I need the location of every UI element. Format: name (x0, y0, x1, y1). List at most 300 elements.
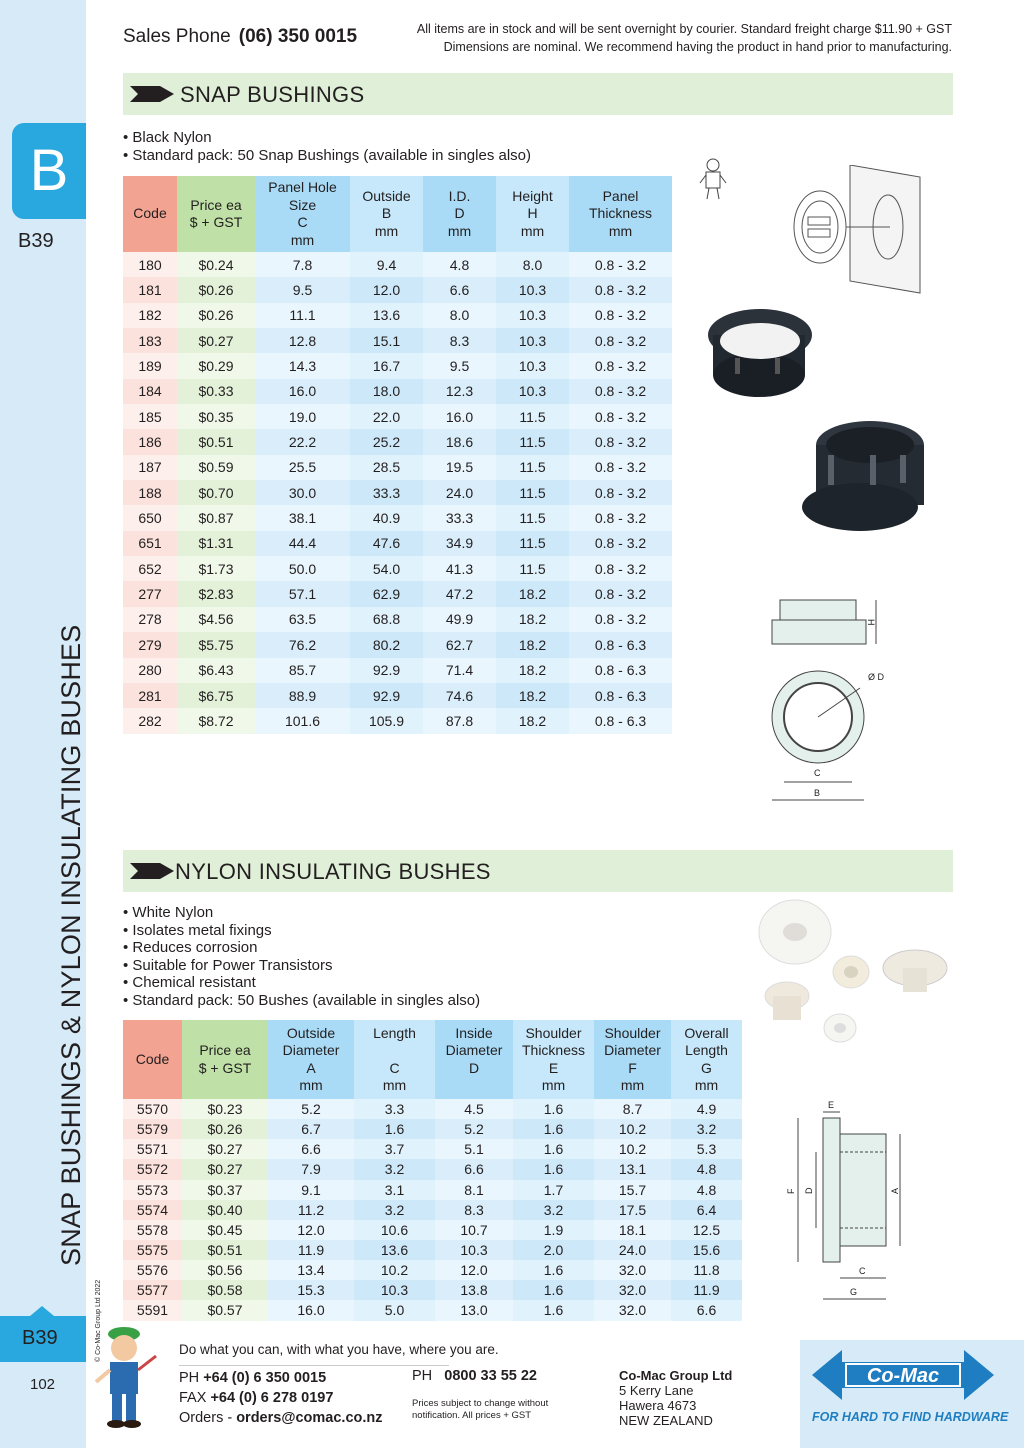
snap-bullets (123, 129, 531, 164)
column-header (569, 176, 672, 252)
value-cell: 54.0 (350, 556, 423, 581)
value-cell: 14.3 (255, 353, 350, 378)
price-cell: $0.37 (182, 1180, 268, 1200)
value-cell: 7.8 (255, 252, 350, 277)
header-line: Panel (602, 187, 639, 204)
snap-bushing-photo-1 (705, 303, 815, 403)
value-cell: 80.2 (350, 632, 423, 657)
label-g: G (850, 1287, 858, 1297)
price-cell: $1.73 (177, 556, 255, 581)
code-cell: 5577 (123, 1280, 182, 1300)
code-cell: 651 (123, 531, 177, 556)
value-cell: 68.8 (350, 607, 423, 632)
table-row (123, 531, 672, 556)
header-line: Code (135, 1050, 170, 1067)
section-tab: B (12, 123, 86, 219)
code-cell: 5572 (123, 1159, 182, 1179)
value-cell: 15.1 (350, 328, 423, 353)
table-row (123, 581, 672, 606)
value-cell: 7.9 (268, 1159, 354, 1179)
header-line: Outside (362, 187, 411, 204)
value-cell: 16.7 (350, 353, 423, 378)
value-cell: 11.1 (255, 303, 350, 328)
value-cell: 10.3 (496, 379, 569, 404)
price-cell: $0.26 (177, 303, 255, 328)
value-cell: 12.0 (268, 1220, 354, 1240)
value-cell: 8.7 (594, 1099, 671, 1119)
table-row (123, 658, 672, 683)
column-header (350, 176, 423, 252)
header-line: Price ea (199, 1042, 251, 1058)
table-row (123, 379, 672, 404)
value-cell: 3.1 (354, 1180, 435, 1200)
value-cell: 16.0 (268, 1300, 354, 1320)
code-cell: 280 (123, 658, 177, 683)
value-cell: 11.5 (496, 404, 569, 429)
value-cell: 13.4 (268, 1260, 354, 1280)
header-line: G (701, 1059, 712, 1076)
header-line: Thickness (521, 1042, 586, 1058)
label-c: C (859, 1266, 866, 1276)
value-cell: 0.8 - 3.2 (569, 480, 672, 505)
value-cell: 15.7 (594, 1180, 671, 1200)
company-name: Co-Mac Group Ltd (619, 1368, 733, 1383)
bullet: • Standard pack: 50 Bushes (available in singles also) (123, 991, 481, 1009)
sales-label: Sales Phone (123, 26, 231, 47)
price-cell: $0.27 (182, 1139, 268, 1159)
value-cell: 24.0 (423, 480, 496, 505)
orders-label: Orders - (179, 1410, 233, 1426)
value-cell: 32.0 (594, 1280, 671, 1300)
label-d: Ø D (868, 672, 885, 682)
snap-bushing-photo-2 (800, 415, 930, 535)
column-header (594, 1020, 671, 1099)
code-cell: 5591 (123, 1300, 182, 1320)
header-line: Panel Hole (268, 179, 337, 195)
value-cell: 10.3 (496, 328, 569, 353)
value-cell: 3.2 (671, 1119, 742, 1139)
header-line: Diameter (604, 1042, 661, 1058)
value-cell: 11.8 (671, 1260, 742, 1280)
value-cell: 1.6 (513, 1099, 594, 1119)
page-code-top: B39 (18, 230, 54, 252)
table-row (123, 1260, 742, 1280)
bullet: • Standard pack: 50 Snap Bushings (available in singles also) (123, 146, 531, 164)
value-cell: 1.6 (513, 1159, 594, 1179)
header-line: E (548, 1059, 559, 1076)
value-cell: 0.8 - 3.2 (569, 429, 672, 454)
header-line: Outside (286, 1024, 336, 1041)
value-cell: 0.8 - 6.3 (569, 632, 672, 657)
header-line: Diameter (282, 1042, 340, 1058)
header-line: mm (382, 1077, 407, 1093)
value-cell: 32.0 (594, 1300, 671, 1320)
value-cell: 57.1 (255, 581, 350, 606)
footer-divider (179, 1365, 449, 1366)
value-cell: 13.6 (354, 1240, 435, 1260)
column-header (182, 1020, 268, 1099)
value-cell: 18.2 (496, 581, 569, 606)
value-cell: 3.2 (354, 1200, 435, 1220)
price-notice-line: notification. All prices + GST (412, 1410, 532, 1421)
value-cell: 15.3 (268, 1280, 354, 1300)
table-row (123, 683, 672, 708)
value-cell: 0.8 - 6.3 (569, 658, 672, 683)
code-cell: 281 (123, 683, 177, 708)
header-line: mm (447, 222, 472, 239)
column-header (123, 1020, 182, 1099)
table-row (123, 328, 672, 353)
code-cell: 650 (123, 505, 177, 530)
price-cell: $0.56 (182, 1260, 268, 1280)
value-cell: 0.8 - 3.2 (569, 252, 672, 277)
value-cell: 13.8 (435, 1280, 513, 1300)
price-cell: $5.75 (177, 632, 255, 657)
column-header (435, 1020, 513, 1099)
value-cell: 1.6 (354, 1119, 435, 1139)
value-cell: 11.5 (496, 505, 569, 530)
header-line: Inside (455, 1024, 493, 1041)
value-cell: 28.5 (350, 455, 423, 480)
snap-dimension-diagram (768, 592, 890, 812)
value-cell: 6.6 (435, 1159, 513, 1179)
table-row (123, 505, 672, 530)
code-cell: 186 (123, 429, 177, 454)
table-row (123, 455, 672, 480)
value-cell: 33.3 (423, 505, 496, 530)
value-cell: 15.6 (671, 1240, 742, 1260)
header-line: mm (694, 1077, 719, 1093)
value-cell: 10.2 (594, 1119, 671, 1139)
table-row (123, 1099, 742, 1119)
price-cell: $0.87 (177, 505, 255, 530)
header-line: C (297, 214, 308, 230)
price-cell: $0.59 (177, 455, 255, 480)
value-cell: 33.3 (350, 480, 423, 505)
bullet: • Isolates metal fixings (123, 921, 272, 939)
nylon-bullets (123, 904, 480, 1009)
value-cell: 18.2 (496, 708, 569, 733)
value-cell: 92.9 (350, 658, 423, 683)
table-row (123, 556, 672, 581)
value-cell: 25.2 (350, 429, 423, 454)
value-cell: 1.6 (513, 1260, 594, 1280)
value-cell: 13.6 (350, 303, 423, 328)
table-row (123, 708, 672, 733)
header-line: H (527, 205, 538, 222)
value-cell: 0.8 - 6.3 (569, 683, 672, 708)
snap-title: SNAP BUSHINGS (180, 82, 365, 107)
value-cell: 6.6 (671, 1300, 742, 1320)
column-header (123, 176, 177, 252)
column-header (513, 1020, 594, 1099)
table-row (123, 277, 672, 302)
arrow-icon (130, 86, 174, 102)
nylon-bushes-photo (755, 898, 955, 1048)
nylon-title: NYLON INSULATING BUSHES (175, 859, 491, 884)
value-cell: 16.0 (423, 404, 496, 429)
price-cell: $0.70 (177, 480, 255, 505)
value-cell: 11.5 (496, 556, 569, 581)
value-cell: 101.6 (255, 708, 350, 733)
value-cell: 8.1 (435, 1180, 513, 1200)
table-row (123, 429, 672, 454)
header-line: Code (133, 205, 167, 222)
value-cell: 19.5 (423, 455, 496, 480)
table-row (123, 607, 672, 632)
value-cell: 47.6 (350, 531, 423, 556)
value-cell: 74.6 (423, 683, 496, 708)
value-cell: 32.0 (594, 1260, 671, 1280)
value-cell: 47.2 (423, 581, 496, 606)
table-row (123, 1280, 742, 1300)
code-cell: 188 (123, 480, 177, 505)
header-line: A (306, 1059, 316, 1076)
value-cell: 1.7 (513, 1180, 594, 1200)
value-cell: 6.6 (268, 1139, 354, 1159)
table-row (123, 1220, 742, 1240)
value-cell: 1.6 (513, 1119, 594, 1139)
header-line: I.D. (448, 187, 471, 204)
value-cell: 12.5 (671, 1220, 742, 1240)
value-cell: 10.3 (435, 1240, 513, 1260)
value-cell: 5.0 (354, 1300, 435, 1320)
price-cell: $0.57 (182, 1300, 268, 1320)
code-cell: 5575 (123, 1240, 182, 1260)
value-cell: 4.8 (671, 1180, 742, 1200)
value-cell: 18.2 (496, 683, 569, 708)
bullet: • Reduces corrosion (123, 939, 258, 956)
snap-section-header (123, 73, 953, 115)
value-cell: 5.2 (268, 1099, 354, 1119)
ph-label: PH (179, 1370, 200, 1386)
value-cell: 16.0 (255, 379, 350, 404)
mascot-icon (92, 1326, 160, 1430)
price-cell: $1.31 (177, 531, 255, 556)
header-line: mm (608, 222, 633, 239)
value-cell: 0.8 - 3.2 (569, 328, 672, 353)
value-cell: 8.3 (423, 328, 496, 353)
price-cell: $0.51 (177, 429, 255, 454)
value-cell: 11.5 (496, 429, 569, 454)
code-cell: 5570 (123, 1099, 182, 1119)
page-code-tab (0, 1316, 86, 1362)
price-cell: $6.75 (177, 683, 255, 708)
value-cell: 3.7 (354, 1139, 435, 1159)
stock-line-1: All items are in stock and will be sent overnight by courier. Standard freight charge $11.90 + GST (416, 22, 952, 36)
value-cell: 1.9 (513, 1220, 594, 1240)
label-d: D (804, 1187, 814, 1194)
header-line: D (468, 1059, 480, 1076)
table-row (123, 1300, 742, 1320)
snap-table (123, 176, 672, 734)
value-cell: 1.6 (513, 1139, 594, 1159)
value-cell: 4.9 (671, 1099, 742, 1119)
value-cell: 40.9 (350, 505, 423, 530)
value-cell: 12.8 (255, 328, 350, 353)
value-cell: 10.3 (496, 353, 569, 378)
header-line: C (389, 1059, 400, 1076)
header-line: Length (373, 1024, 416, 1041)
label-f: F (786, 1188, 796, 1194)
header-line: Diameter (445, 1042, 503, 1058)
ph-number[interactable]: +64 (0) 6 350 0015 (203, 1370, 327, 1386)
stock-line-2: Dimensions are nominal. We recommend having the product in hand prior to manufacturing. (443, 40, 952, 54)
table-row (123, 1159, 742, 1179)
value-cell: 12.0 (350, 277, 423, 302)
value-cell: 18.1 (594, 1220, 671, 1240)
footer-contacts (179, 1368, 383, 1428)
value-cell: 92.9 (350, 683, 423, 708)
value-cell: 22.0 (350, 404, 423, 429)
table-row (123, 1119, 742, 1139)
value-cell: 12.3 (423, 379, 496, 404)
bullet: • White Nylon (123, 904, 214, 921)
price-cell: $0.51 (182, 1240, 268, 1260)
price-cell: $0.33 (177, 379, 255, 404)
value-cell: 8.0 (423, 303, 496, 328)
table-row (123, 480, 672, 505)
code-cell: 182 (123, 303, 177, 328)
header-line: mm (374, 222, 399, 239)
value-cell: 3.3 (354, 1099, 435, 1119)
value-cell: 10.2 (594, 1139, 671, 1159)
value-cell: 24.0 (594, 1240, 671, 1260)
value-cell: 6.7 (268, 1119, 354, 1139)
value-cell: 0.8 - 3.2 (569, 277, 672, 302)
ph2-label: PH (412, 1368, 433, 1384)
value-cell: 76.2 (255, 632, 350, 657)
value-cell: 0.8 - 3.2 (569, 379, 672, 404)
value-cell: 18.2 (496, 607, 569, 632)
sales-number: (06) 350 0015 (238, 26, 358, 47)
code-cell: 5573 (123, 1180, 182, 1200)
value-cell: 0.8 - 3.2 (569, 531, 672, 556)
panel-mount-diagram (790, 165, 922, 295)
value-cell: 9.4 (350, 252, 423, 277)
header-line: mm (541, 1077, 566, 1093)
price-cell: $0.58 (182, 1280, 268, 1300)
copyright: © Co-Mac Group Ltd 2022 (95, 1279, 102, 1362)
code-cell: 278 (123, 607, 177, 632)
value-cell: 3.2 (513, 1200, 594, 1220)
column-header (671, 1020, 742, 1099)
code-cell: 187 (123, 455, 177, 480)
value-cell: 6.6 (423, 277, 496, 302)
page-code-bottom: B39 (22, 1327, 58, 1349)
ph2-number[interactable]: 0800 33 55 22 (444, 1368, 537, 1384)
header-line: mm (299, 1077, 323, 1093)
fax-number: +64 (0) 6 278 0197 (210, 1390, 334, 1406)
table-row (123, 252, 672, 277)
nylon-table (123, 1020, 742, 1321)
code-cell: 185 (123, 404, 177, 429)
company-address (619, 1368, 732, 1428)
address-line: Hawera 4673 (619, 1398, 697, 1413)
value-cell: 9.5 (423, 353, 496, 378)
fax-label: FAX (179, 1390, 207, 1406)
value-cell: 62.7 (423, 632, 496, 657)
price-cell: $0.27 (177, 328, 255, 353)
header-line: Size (288, 196, 317, 213)
table-row (123, 1240, 742, 1260)
value-cell: 10.2 (354, 1260, 435, 1280)
value-cell: 11.9 (268, 1240, 354, 1260)
orders-email[interactable]: orders@comac.co.nz (236, 1410, 383, 1426)
header-line: Shoulder (525, 1024, 582, 1041)
table-row (123, 632, 672, 657)
value-cell: 87.8 (423, 708, 496, 733)
code-cell: 282 (123, 708, 177, 733)
value-cell: 44.4 (255, 531, 350, 556)
header-line: mm (620, 1077, 645, 1093)
value-cell: 8.3 (435, 1200, 513, 1220)
value-cell: 11.5 (496, 480, 569, 505)
value-cell: 41.3 (423, 556, 496, 581)
comac-logo (812, 1344, 994, 1406)
value-cell: 105.9 (350, 708, 423, 733)
address-line: 5 Kerry Lane (619, 1383, 694, 1398)
price-cell: $0.29 (177, 353, 255, 378)
column-header (496, 176, 569, 252)
value-cell: 49.9 (423, 607, 496, 632)
mascot-small-icon (697, 155, 729, 201)
code-cell: 5574 (123, 1200, 182, 1220)
value-cell: 50.0 (255, 556, 350, 581)
bullet: • Chemical resistant (123, 974, 256, 991)
value-cell: 11.2 (268, 1200, 354, 1220)
value-cell: 62.9 (350, 581, 423, 606)
value-cell: 0.8 - 3.2 (569, 581, 672, 606)
code-cell: 183 (123, 328, 177, 353)
label-e: E (828, 1100, 835, 1110)
value-cell: 10.3 (496, 277, 569, 302)
column-header (354, 1020, 435, 1099)
value-cell: 11.9 (671, 1280, 742, 1300)
price-cell: $0.27 (182, 1159, 268, 1179)
header-line: mm (290, 231, 315, 248)
column-header (268, 1020, 354, 1099)
price-cell: $0.35 (177, 404, 255, 429)
logo-text: Co-Mac (866, 1365, 940, 1387)
value-cell: 0.8 - 3.2 (569, 353, 672, 378)
value-cell: 38.1 (255, 505, 350, 530)
sales-phone (123, 26, 357, 48)
value-cell: 85.7 (255, 658, 350, 683)
address-line: NEW ZEALAND (619, 1413, 713, 1428)
code-cell: 5578 (123, 1220, 182, 1240)
header-line: D (454, 205, 465, 222)
value-cell: 11.5 (496, 531, 569, 556)
value-cell: 34.9 (423, 531, 496, 556)
value-cell: 2.0 (513, 1240, 594, 1260)
value-cell: 0.8 - 3.2 (569, 607, 672, 632)
column-header (423, 176, 496, 252)
table-row (123, 404, 672, 429)
value-cell: 8.0 (496, 252, 569, 277)
code-cell: 181 (123, 277, 177, 302)
value-cell: 22.2 (255, 429, 350, 454)
price-cell: $0.45 (182, 1220, 268, 1240)
header-line (355, 1042, 434, 1060)
header-line: $ + GST (198, 1059, 252, 1076)
column-header (255, 176, 350, 252)
bullet: • Black Nylon (123, 129, 212, 146)
price-cell: $2.83 (177, 581, 255, 606)
value-cell: 10.7 (435, 1220, 513, 1240)
header-line: Shoulder (604, 1024, 661, 1041)
price-notice (412, 1398, 548, 1422)
